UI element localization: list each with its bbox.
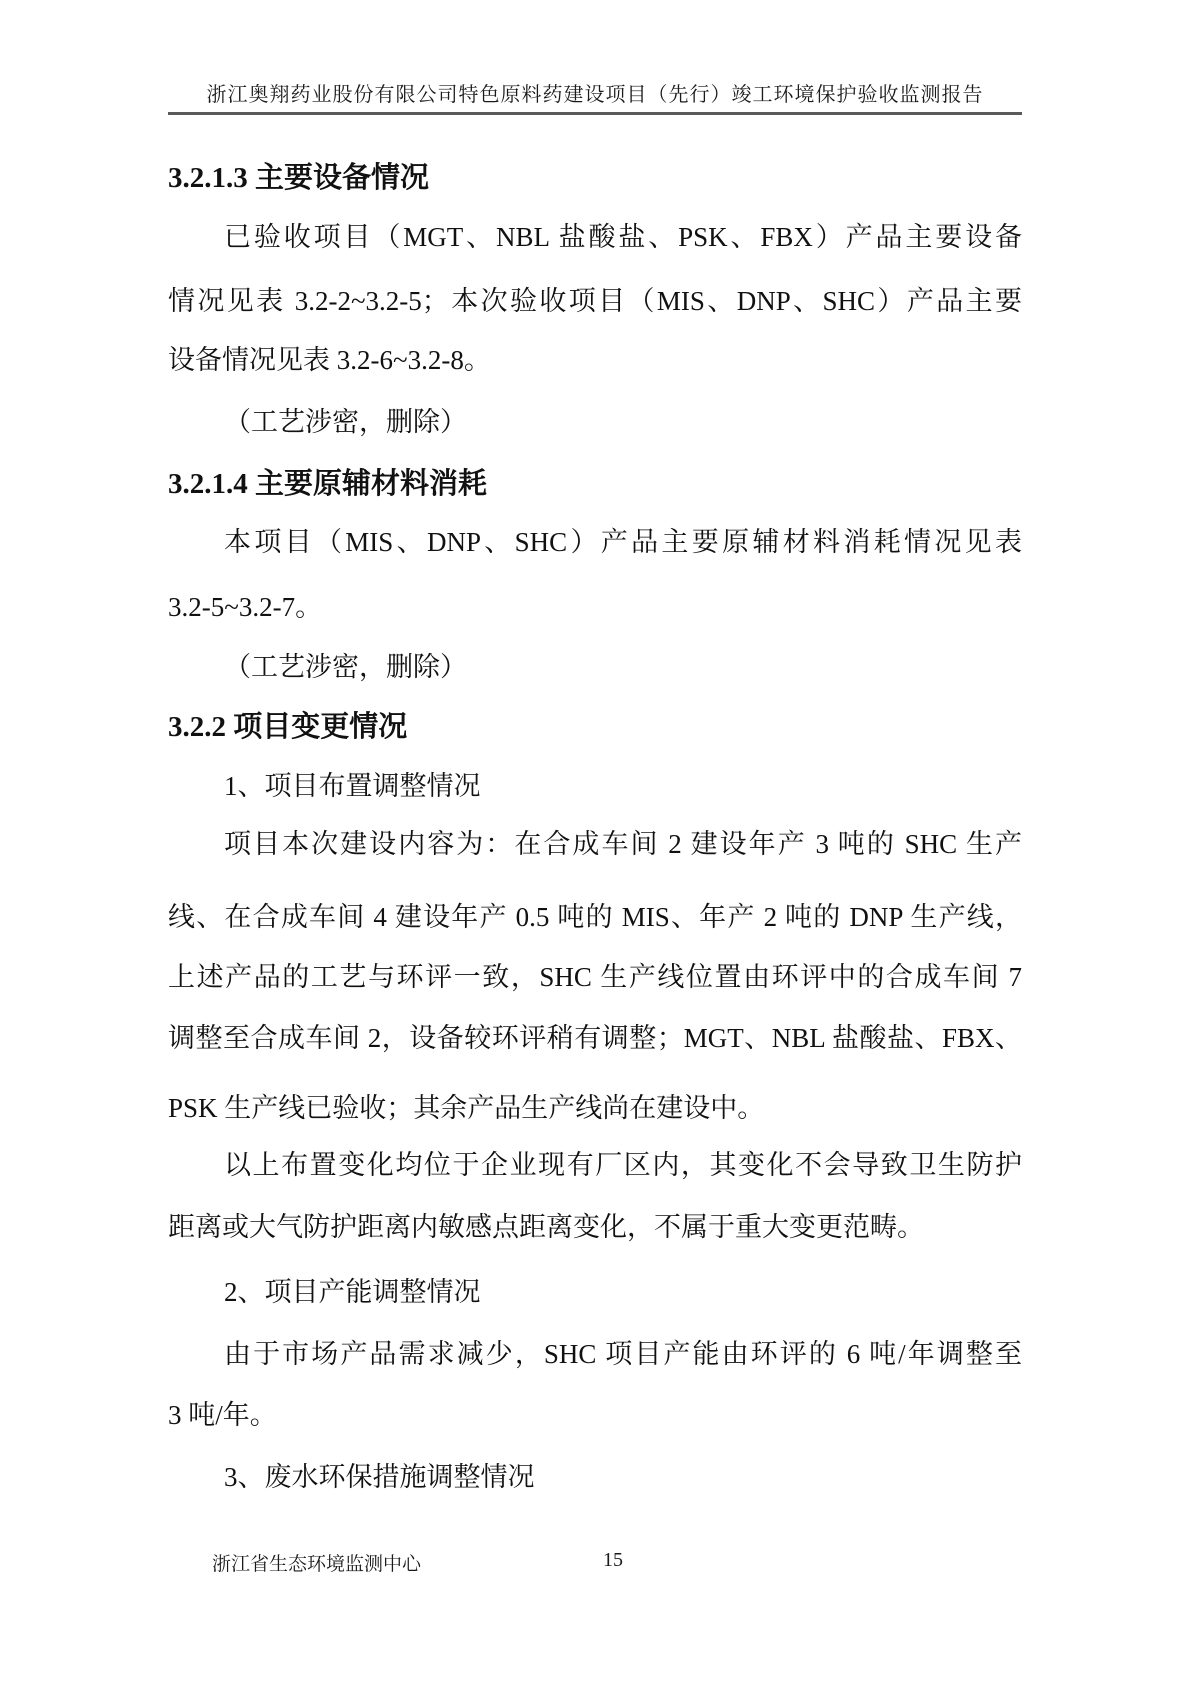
body-line: 距离或大气防护距离内敏感点距离变化，不属于重大变更范畴。 [168, 1212, 924, 1242]
body-line: 由于市场产品需求减少，SHC 项目产能由环评的 6 吨/年调整至 [224, 1339, 1022, 1369]
body-line: 项目本次建设内容为：在合成车间 2 建设年产 3 吨的 SHC 生产 [224, 829, 1022, 859]
list-item-3: 3、废水环保措施调整情况 [224, 1462, 535, 1492]
body-line: 本项目（MIS、DNP、SHC）产品主要原辅材料消耗情况见表 [224, 527, 1022, 557]
section-heading-3-2-2: 3.2.2 项目变更情况 [168, 711, 408, 743]
list-item-2: 2、项目产能调整情况 [224, 1277, 481, 1307]
body-line: PSK 生产线已验收；其余产品生产线尚在建设中。 [168, 1093, 765, 1123]
body-line: 上述产品的工艺与环评一致，SHC 生产线位置由环评中的合成车间 7 [168, 962, 1022, 992]
page-header-title: 浙江奥翔药业股份有限公司特色原料药建设项目（先行）竣工环境保护验收监测报告 [206, 84, 984, 106]
body-line: 情况见表 3.2-2~3.2-5；本次验收项目（MIS、DNP、SHC）产品主要 [168, 286, 1022, 316]
body-line: 线、在合成车间 4 建设年产 0.5 吨的 MIS、年产 2 吨的 DNP 生产线， [168, 902, 1022, 932]
section-heading-3-2-1-4: 3.2.1.4 主要原辅材料消耗 [168, 468, 488, 500]
footer-organization: 浙江省生态环境监测中心 [212, 1554, 422, 1575]
list-item-1: 1、项目布置调整情况 [224, 771, 481, 801]
document-body [168, 0, 1022, 1683]
body-line: 以上布置变化均位于企业现有厂区内，其变化不会导致卫生防护 [224, 1150, 1022, 1180]
body-line: （工艺涉密，删除） [224, 652, 467, 682]
body-line: 3 吨/年。 [168, 1400, 277, 1430]
body-line: （工艺涉密，删除） [224, 407, 467, 437]
section-heading-3-2-1-3: 3.2.1.3 主要设备情况 [168, 162, 430, 194]
footer-page-number: 15 [603, 1549, 623, 1571]
body-line: 设备情况见表 3.2-6~3.2-8。 [168, 345, 491, 375]
body-line: 3.2-5~3.2-7。 [168, 592, 323, 622]
body-line: 调整至合成车间 2，设备较环评稍有调整；MGT、NBL 盐酸盐、FBX、 [168, 1023, 1022, 1053]
body-line: 已验收项目（MGT、NBL 盐酸盐、PSK、FBX）产品主要设备 [224, 222, 1022, 252]
